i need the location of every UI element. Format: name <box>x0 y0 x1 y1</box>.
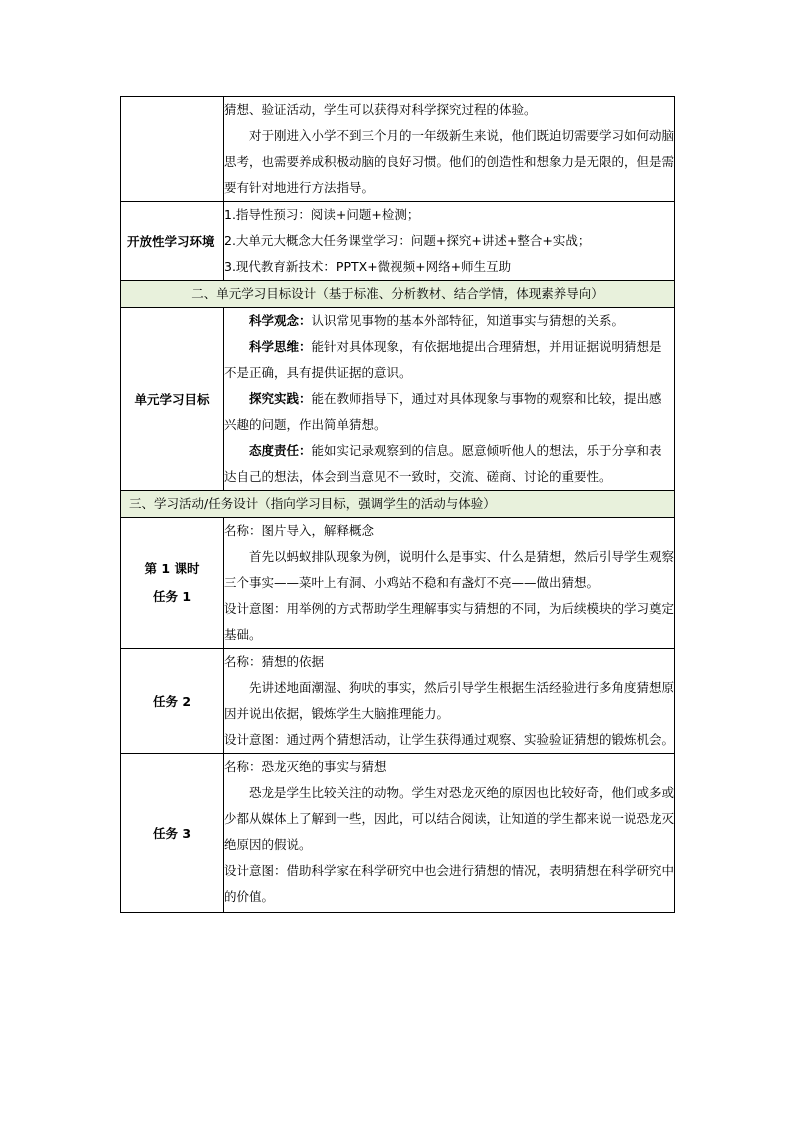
task-3-content <box>224 754 675 913</box>
goal-text: 能如实记录观察到的信息。愿意倾听他人的想法，乐于分享和表达自己的想法，体会到当意见不一致时，交流、磋商、讨论的重要性。 <box>224 443 662 484</box>
continuation-row <box>121 97 675 202</box>
task-3-row <box>121 754 675 913</box>
unit-goals-label: 单元学习目标 <box>121 308 224 491</box>
task-design-intent: 设计意图：用举例的方式帮助学生理解事实与猜想的不同，为后续模块的学习奠定基础。 <box>224 601 675 642</box>
open-environment-item: 1.指导性预习：阅读+问题+检测； <box>224 207 420 222</box>
empty-label-cell <box>121 97 224 202</box>
task-description: 恐龙是学生比较关注的动物。学生对恐龙灭绝的原因也比较好奇，他们或多或少都从媒体上了解到一些，因此，可以结合阅读，让知道的学生都来说一说恐龙灭绝原因的假说。 <box>224 785 675 852</box>
task-design-intent: 设计意图：借助科学家在科学研究中也会进行猜想的情况，表明猜想在科学研究中的价值。 <box>224 863 675 904</box>
task-description: 先讲述地面潮湿、狗吠的事实，然后引导学生根据生活经验进行多角度猜想原因并说出依据，锻炼学生大脑推理能力。 <box>224 680 675 721</box>
unit-goals-content <box>224 308 675 491</box>
goal-key: 态度责任： <box>249 443 312 458</box>
goal-item-attitude <box>224 438 674 490</box>
section-2-header-row <box>121 281 675 308</box>
continuation-paragraph: 对于刚进入小学不到三个月的一年级新生来说，他们既迫切需要学习如何动脑思考，也需要养成积极动脑的良好习惯。他们的创造性和想象力是无限的，但是需要有针对地进行方法指导。 <box>224 128 675 195</box>
open-environment-item: 2.大单元大概念大任务课堂学习：问题+探究+讲述+整合+实战； <box>224 233 591 248</box>
continuation-line-1: 猜想、验证活动，学生可以获得对科学探究过程的体验。 <box>224 102 537 117</box>
lesson-label: 第 1 课时 <box>144 561 200 576</box>
task-name: 名称：恐龙灭绝的事实与猜想 <box>224 759 387 774</box>
goal-item-practice <box>224 386 674 438</box>
task-1-row <box>121 518 675 649</box>
continuation-text-cell <box>224 97 675 202</box>
open-environment-label: 开放性学习环境 <box>121 202 224 281</box>
task-1-content <box>224 518 675 649</box>
goal-key: 科学思维： <box>249 339 312 354</box>
goal-text: 认识常见事物的基本外部特征，知道事实与猜想的关系。 <box>311 313 625 328</box>
goal-key: 探究实践： <box>249 391 312 406</box>
open-environment-row <box>121 202 675 281</box>
section-3-title: 三、学习活动/任务设计（指向学习目标，强调学生的活动与体验） <box>121 491 675 518</box>
section-2-title: 二、单元学习目标设计（基于标准、分析教材、结合学情，体现素养导向） <box>121 281 675 308</box>
goal-text: 能在教师指导下，通过对具体现象与事物的观察和比较，提出感兴趣的问题，作出简单猜想。 <box>224 391 662 432</box>
goal-text: 能针对具体现象，有依据地提出合理猜想，并用证据说明猜想是不是正确，具有提供证据的意识。 <box>224 339 662 380</box>
task-2-label: 任务 2 <box>121 649 224 754</box>
task-name: 名称：猜想的依据 <box>224 654 325 669</box>
task-design-intent: 设计意图：通过两个猜想活动，让学生获得通过观察、实验验证猜想的锻炼机会。 <box>224 732 675 747</box>
open-environment-content <box>224 202 675 281</box>
task-3-label: 任务 3 <box>121 754 224 913</box>
section-3-header-row <box>121 491 675 518</box>
unit-goals-row <box>121 308 675 491</box>
goal-item-thinking <box>224 334 674 386</box>
task-1-label <box>121 518 224 649</box>
open-environment-item: 3.现代教育新技术：PPTX+微视频+网络+师生互助 <box>224 259 512 274</box>
task-2-row <box>121 649 675 754</box>
task-description: 首先以蚂蚁排队现象为例，说明什么是事实、什么是猜想，然后引导学生观察三个事实——菜叶上有洞、小鸡站不稳和有盏灯不亮——做出猜想。 <box>224 549 675 590</box>
task-label: 任务 1 <box>152 589 192 604</box>
task-name: 名称：图片导入，解释概念 <box>224 523 375 538</box>
goal-key: 科学观念： <box>249 313 312 328</box>
task-2-content <box>224 649 675 754</box>
goal-item-concept <box>224 308 674 334</box>
lesson-plan-table <box>120 96 675 913</box>
